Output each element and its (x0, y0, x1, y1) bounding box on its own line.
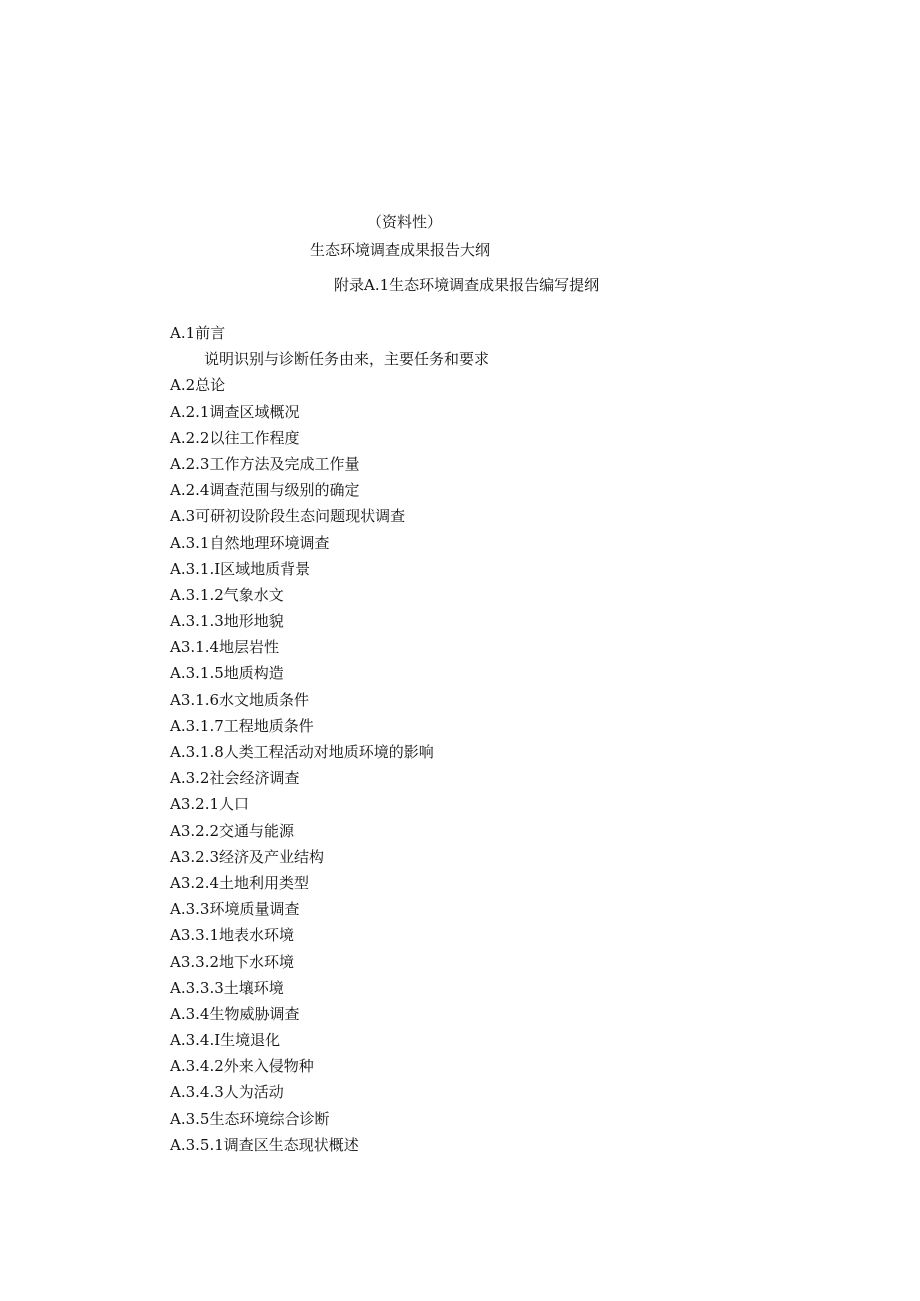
outline-item-description: 说明识别与诊断任务由来，主要任务和要求 (204, 350, 490, 369)
outline-item: A.3.1.2气象水文 (170, 585, 284, 604)
document-note: （资料性） (367, 213, 443, 231)
outline-item: A.3.5.1调查区生态现状概述 (170, 1135, 359, 1154)
outline-item: A.2.1调查区域概况 (170, 402, 300, 421)
outline-item: A3.1.6水文地质条件 (170, 690, 309, 709)
outline-item: A.3.3环境质量调查 (170, 900, 300, 919)
outline-item: A.3.1.5地质构造 (170, 664, 284, 683)
outline-item: A.3.1.8人类工程活动对地质环境的影响 (170, 743, 434, 761)
outline-item: A3.2.4土地利用类型 (170, 873, 309, 892)
outline-item: A.2.4调查范围与级别的确定 (170, 481, 360, 500)
appendix-title: 附录A.1生态环境调查成果报告编写提纲 (334, 276, 600, 294)
outline-item: A.1前言 (170, 324, 226, 342)
outline-item: A.3.2社会经济调查 (170, 769, 300, 788)
outline-item: A.3.3.3土壤环境 (170, 978, 284, 997)
outline-item: A.3.1.7工程地质条件 (170, 716, 314, 735)
outline-item: A.3.4.3人为活动 (170, 1083, 284, 1102)
outline-item: A3.2.2交通与能源 (170, 821, 294, 840)
outline-item: A.3.1.3地形地貌 (170, 612, 284, 631)
outline-item: A.3可研初设阶段生态问题现状调查 (170, 507, 406, 526)
outline-item: A.2总论 (170, 376, 226, 395)
outline-item: A.3.1自然地理环境调查 (170, 533, 330, 552)
outline-item: A.3.5生态环境综合诊断 (170, 1109, 330, 1128)
outline-item: A3.1.4地层岩性 (170, 638, 279, 657)
outline-item: A.3.1.I区域地质背景 (170, 559, 311, 578)
outline-item: A.3.4.I生境退化 (170, 1031, 281, 1050)
outline-list (170, 322, 810, 1160)
outline-item: A3.3.2地下水环境 (170, 952, 294, 971)
outline-item: A.3.4生物威胁调查 (170, 1004, 300, 1023)
outline-item: A3.2.3经济及产业结构 (170, 847, 324, 866)
outline-item: A.2.2以往工作程度 (170, 428, 300, 447)
outline-item: A3.3.1地表水环境 (170, 926, 294, 945)
outline-item: A.2.3工作方法及完成工作量 (170, 454, 360, 473)
outline-item: A3.2.1人口 (170, 795, 249, 814)
document-title: 生态环境调查成果报告大纲 (310, 241, 491, 259)
outline-item: A.3.4.2外来入侵物种 (170, 1057, 314, 1076)
